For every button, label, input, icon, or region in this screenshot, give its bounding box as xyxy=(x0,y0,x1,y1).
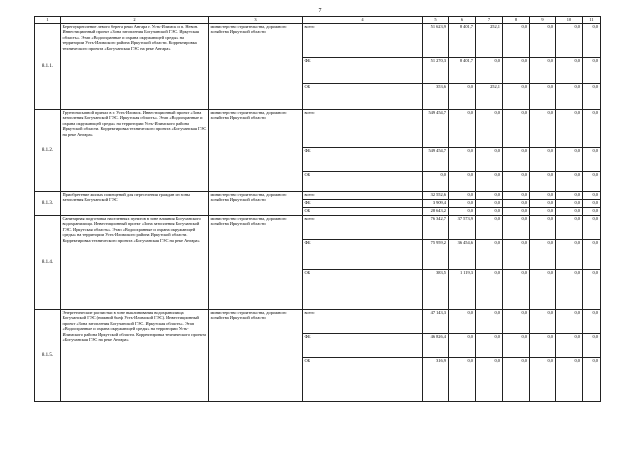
amount-cell: 0,0 xyxy=(503,200,530,208)
amount-cell: 0,0 xyxy=(449,358,476,402)
amount-cell: 0,0 xyxy=(583,216,601,240)
funding-source: ОБ xyxy=(303,208,423,216)
amount-cell: 0,0 xyxy=(503,24,530,58)
amount-cell: 0,0 xyxy=(503,192,530,200)
amount-cell: 0,0 xyxy=(476,192,503,200)
item-code: 8.1.4. xyxy=(35,216,61,310)
amount-cell: 0,0 xyxy=(476,310,503,334)
amount-cell: 0,0 xyxy=(476,110,503,148)
amount-cell: 316,9 xyxy=(423,358,449,402)
header-row xyxy=(35,17,601,24)
amount-cell: 0,0 xyxy=(449,192,476,200)
header-cell: 5 xyxy=(423,17,449,24)
table-row xyxy=(35,110,601,148)
amount-cell: 37 573,9 xyxy=(449,216,476,240)
item-code: 8.1.1. xyxy=(35,24,61,110)
item-description: Энергетические расчистки в зоне выклинивания водохранилища Богучанской ГЭС (нижний бьеф Усть-Илимской ГЭС). Инвестиционный проект «Зона затопления Богучанской ГЭС. Иркутская область». Этап «Водоохранные и охрана окружающей среды» на территории Усть-Илимского района Иркутской области. Корректировка технического проекта «Богучанская ГЭС на реке Ангара» xyxy=(61,310,209,402)
amount-cell: 36 454,6 xyxy=(449,240,476,270)
amount-cell: 0,0 xyxy=(583,110,601,148)
funding-source: ОБ xyxy=(303,270,423,310)
responsible-executor: министерство строительства, дорожного хозяйства Иркутской области xyxy=(209,110,303,192)
item-description: Берегоукрепление левого берега реки Ангара г. Усть-Илимск и п. Невон. Инвестиционный проект «Зона затопления Богучанской ГЭС. Иркутская область». Этап «Водоохранные и охрана окружающей среды» на территории Усть-Илимского района Иркутской области. Корректировка технического проекта «Богучанская ГЭС на реке Ангара» xyxy=(61,24,209,110)
amount-cell: 8 401,7 xyxy=(449,24,476,58)
funding-source: ОБ xyxy=(303,172,423,192)
budget-table xyxy=(34,16,601,402)
header-cell: 6 xyxy=(449,17,476,24)
amount-cell: 47 143,3 xyxy=(423,310,449,334)
funding-source: ФБ xyxy=(303,200,423,208)
amount-cell: 0,0 xyxy=(583,24,601,58)
funding-source: всего xyxy=(303,192,423,200)
amount-cell: 0,0 xyxy=(476,58,503,84)
responsible-executor: министерство строительства, дорожного хозяйства Иркутской области xyxy=(209,192,303,216)
amount-cell: 0,0 xyxy=(530,84,556,110)
amount-cell: 0,0 xyxy=(530,192,556,200)
amount-cell: 0,0 xyxy=(449,172,476,192)
amount-cell: 0,0 xyxy=(530,310,556,334)
item-code: 8.1.3. xyxy=(35,192,61,216)
header-cell: 2 xyxy=(61,17,209,24)
amount-cell: 0,0 xyxy=(503,334,530,358)
amount-cell: 0,0 xyxy=(583,58,601,84)
amount-cell: 51 270,3 xyxy=(423,58,449,84)
amount-cell: 383,5 xyxy=(423,270,449,310)
amount-cell: 0,0 xyxy=(449,110,476,148)
funding-source: ОБ xyxy=(303,358,423,402)
table-row xyxy=(35,310,601,334)
amount-cell: 0,0 xyxy=(556,200,583,208)
amount-cell: 0,0 xyxy=(530,148,556,172)
amount-cell: 51 623,9 xyxy=(423,24,449,58)
amount-cell: 0,0 xyxy=(449,200,476,208)
amount-cell: 0,0 xyxy=(530,24,556,58)
amount-cell: 0,0 xyxy=(449,208,476,216)
amount-cell: 0,0 xyxy=(556,58,583,84)
amount-cell: 0,0 xyxy=(583,172,601,192)
amount-cell: 0,0 xyxy=(530,216,556,240)
amount-cell: 0,0 xyxy=(530,172,556,192)
amount-cell: 0,0 xyxy=(583,358,601,402)
funding-source: ФБ xyxy=(303,334,423,358)
amount-cell: 549 454,7 xyxy=(423,110,449,148)
header-cell: 7 xyxy=(476,17,503,24)
amount-cell: 0,0 xyxy=(503,110,530,148)
amount-cell: 0,0 xyxy=(503,270,530,310)
amount-cell: 0,0 xyxy=(583,192,601,200)
amount-cell: 0,0 xyxy=(476,172,503,192)
amount-cell: 76 342,7 xyxy=(423,216,449,240)
page-number: 7 xyxy=(318,8,322,14)
header-cell: 8 xyxy=(503,17,530,24)
funding-source: ФБ xyxy=(303,58,423,84)
amount-cell: 549 454,7 xyxy=(423,148,449,172)
funding-source: ФБ xyxy=(303,148,423,172)
amount-cell: 0,0 xyxy=(556,358,583,402)
responsible-executor: министерство строительства, дорожного хозяйства Иркутской области xyxy=(209,24,303,110)
item-code: 8.1.5. xyxy=(35,310,61,402)
amount-cell: 0,0 xyxy=(583,200,601,208)
amount-cell: 0,0 xyxy=(503,172,530,192)
header-cell: 3 xyxy=(209,17,303,24)
amount-cell: 0,0 xyxy=(476,200,503,208)
header-cell: 9 xyxy=(530,17,556,24)
amount-cell: 0,0 xyxy=(556,148,583,172)
item-description: Санитарная подготовка населенных пунктов в зоне влияния Богучанского водохранилища. Инвестиционный проект «Зона затопления Богучанской ГЭС. Иркутская область». Этап «Водоохранные и охрана окружающей среды» на территории Усть-Илимского района Иркутской области. Корректировка технического проекта «Богучанская ГЭС на реке Ангара» xyxy=(61,216,209,310)
amount-cell: 0,0 xyxy=(476,270,503,310)
amount-cell: 46 826,4 xyxy=(423,334,449,358)
amount-cell: 0,0 xyxy=(503,148,530,172)
amount-cell: 0,0 xyxy=(530,240,556,270)
amount-cell: 28 643,2 xyxy=(423,208,449,216)
header-cell: 1 xyxy=(35,17,61,24)
funding-source: всего xyxy=(303,110,423,148)
funding-source: всего xyxy=(303,310,423,334)
amount-cell: 0,0 xyxy=(449,148,476,172)
amount-cell: 0,0 xyxy=(583,148,601,172)
amount-cell: 0,0 xyxy=(449,334,476,358)
amount-cell: 0,0 xyxy=(503,208,530,216)
amount-cell: 0,0 xyxy=(476,240,503,270)
amount-cell: 353,6 xyxy=(423,84,449,110)
amount-cell: 32 552,6 xyxy=(423,192,449,200)
amount-cell: 0,0 xyxy=(556,240,583,270)
item-description: Приобретение жилых помещений для переселения граждан из зоны затопления Богучанской ГЭС xyxy=(61,192,209,216)
amount-cell: 0,0 xyxy=(556,192,583,200)
amount-cell: 0,0 xyxy=(556,84,583,110)
amount-cell: 0,0 xyxy=(556,172,583,192)
table-row xyxy=(35,24,601,58)
amount-cell: 0,0 xyxy=(530,110,556,148)
header-cell: 10 xyxy=(556,17,583,24)
amount-cell: 0,0 xyxy=(583,208,601,216)
amount-cell: 0,0 xyxy=(503,216,530,240)
item-description: Грунтонасыпной причал в г. Усть-Илимск. Инвестиционный проект «Зона затопления Богучанской ГЭС. Иркутская область». Этап «Водоохранные и охрана окружающей среды» на территории Усть-Илимского района Иркутской области. Корректировка технического проекта «Богучанская ГЭС на реке Ангара» xyxy=(61,110,209,192)
amount-cell: 252,1 xyxy=(476,84,503,110)
amount-cell: 0,0 xyxy=(449,84,476,110)
amount-cell: 75 959,2 xyxy=(423,240,449,270)
amount-cell: 1 119,3 xyxy=(449,270,476,310)
amount-cell: 0,0 xyxy=(556,270,583,310)
amount-cell: 0,0 xyxy=(556,24,583,58)
header-cell: 4 xyxy=(303,17,423,24)
amount-cell: 0,0 xyxy=(503,240,530,270)
amount-cell: 0,0 xyxy=(583,240,601,270)
amount-cell: 0,0 xyxy=(503,58,530,84)
funding-source: ОБ xyxy=(303,84,423,110)
amount-cell: 0,0 xyxy=(530,358,556,402)
amount-cell: 0,0 xyxy=(583,84,601,110)
amount-cell: 0,0 xyxy=(530,58,556,84)
funding-source: ФБ xyxy=(303,240,423,270)
amount-cell: 0,0 xyxy=(583,310,601,334)
amount-cell: 0,0 xyxy=(583,270,601,310)
amount-cell: 0,0 xyxy=(476,334,503,358)
header-cell: 11 xyxy=(583,17,601,24)
amount-cell: 8 401,7 xyxy=(449,58,476,84)
amount-cell: 0,0 xyxy=(476,216,503,240)
table-row xyxy=(35,216,601,240)
amount-cell: 0,0 xyxy=(503,84,530,110)
amount-cell: 0,0 xyxy=(530,200,556,208)
responsible-executor: министерство строительства, дорожного хозяйства Иркутской области xyxy=(209,216,303,310)
responsible-executor: министерство строительства, дорожного хозяйства Иркутской области xyxy=(209,310,303,402)
amount-cell: 0,0 xyxy=(556,334,583,358)
amount-cell: 0,0 xyxy=(556,110,583,148)
amount-cell: 0,0 xyxy=(476,148,503,172)
amount-cell: 0,0 xyxy=(530,334,556,358)
amount-cell: 0,0 xyxy=(530,208,556,216)
funding-source: всего xyxy=(303,216,423,240)
amount-cell: 3 909,4 xyxy=(423,200,449,208)
table-row xyxy=(35,192,601,200)
amount-cell: 0,0 xyxy=(583,334,601,358)
amount-cell: 0,0 xyxy=(556,208,583,216)
amount-cell: 252,1 xyxy=(476,24,503,58)
amount-cell: 0,0 xyxy=(556,310,583,334)
amount-cell: 0,0 xyxy=(530,270,556,310)
amount-cell: 0,0 xyxy=(423,172,449,192)
item-code: 8.1.2. xyxy=(35,110,61,192)
funding-source: всего xyxy=(303,24,423,58)
amount-cell: 0,0 xyxy=(449,310,476,334)
amount-cell: 0,0 xyxy=(476,208,503,216)
amount-cell: 0,0 xyxy=(503,310,530,334)
amount-cell: 0,0 xyxy=(503,358,530,402)
amount-cell: 0,0 xyxy=(476,358,503,402)
amount-cell: 0,0 xyxy=(556,216,583,240)
